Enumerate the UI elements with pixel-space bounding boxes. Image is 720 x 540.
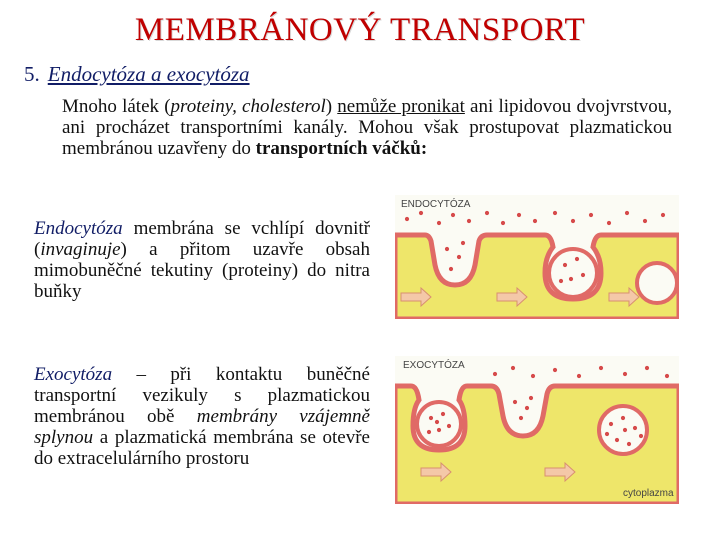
- exocytosis-figure: [395, 356, 679, 504]
- particle-dot: [451, 213, 455, 217]
- exo-opening: [507, 388, 539, 432]
- particle-dot: [501, 221, 505, 225]
- particle-dot: [437, 428, 441, 432]
- endocytosis-paragraph: [34, 218, 370, 302]
- particle-dot: [449, 267, 453, 271]
- particle-dot: [513, 400, 517, 404]
- particle-dot: [559, 279, 563, 283]
- particle-dot: [429, 416, 433, 420]
- particle-dot: [511, 366, 515, 370]
- particle-dot: [405, 217, 409, 221]
- intro-text-1: Mnoho látek (: [62, 96, 171, 117]
- endo-figure-label: ENDOCYTÓZA: [401, 199, 471, 210]
- particle-dot: [625, 211, 629, 215]
- particle-dot: [419, 211, 423, 215]
- endocytosis-text-2: invaginuje: [40, 239, 121, 260]
- exocytosis-text-3: a plazmatická membrána se otevře do extracelulárního prostoru: [34, 427, 370, 469]
- particle-dot: [599, 366, 603, 370]
- intro-text-2: proteiny, cholesterol: [170, 96, 326, 117]
- particle-dot: [589, 213, 593, 217]
- intro-text-3: ): [325, 96, 338, 117]
- endocytosis-figure: [395, 195, 679, 319]
- exo-figure-label: EXOCYTÓZA: [403, 360, 465, 371]
- particle-dot: [461, 241, 465, 245]
- particle-dot: [577, 374, 581, 378]
- exocytosis-text-2: membrány vzájemně splynou: [34, 406, 370, 448]
- particle-dot: [607, 221, 611, 225]
- exocytosis-term: Exocytóza: [34, 364, 113, 385]
- particle-dot: [441, 412, 445, 416]
- section-number: 5.: [24, 62, 40, 86]
- particle-dot: [623, 428, 627, 432]
- particle-dot: [435, 420, 439, 424]
- particle-dot: [525, 406, 529, 410]
- particle-dot: [623, 372, 627, 376]
- particle-dot: [493, 372, 497, 376]
- particle-dot: [643, 219, 647, 223]
- endo-pit-1: [439, 235, 471, 279]
- particle-dot: [533, 219, 537, 223]
- particle-dot: [621, 416, 625, 420]
- cytoplasm-label: cytoplazma: [623, 488, 674, 499]
- particle-dot: [427, 430, 431, 434]
- particle-dot: [529, 396, 533, 400]
- intro-text-4: nemůže pronikat: [337, 96, 465, 117]
- particle-dot: [639, 434, 643, 438]
- particle-dot: [485, 211, 489, 215]
- particle-dot: [445, 247, 449, 251]
- particle-dot: [661, 213, 665, 217]
- particle-dot: [467, 219, 471, 223]
- particle-dot: [609, 422, 613, 426]
- exo-vesicle-fusing: [417, 402, 461, 446]
- particle-dot: [519, 416, 523, 420]
- particle-dot: [615, 438, 619, 442]
- intro-text-6: transportních váčků:: [255, 138, 428, 159]
- page-title: MEMBRÁNOVÝ TRANSPORT: [134, 12, 586, 48]
- particle-dot: [517, 213, 521, 217]
- endocytosis-text-1: membrána se vchlípí dovnitř (: [34, 218, 370, 260]
- exocytosis-text-1: – při kontaktu buněčné transportní vezikuly s plazmatickou membránou obě: [34, 364, 370, 427]
- particle-dot: [581, 273, 585, 277]
- particle-dot: [553, 211, 557, 215]
- particle-dot: [571, 219, 575, 223]
- particle-dot: [627, 442, 631, 446]
- particle-dot: [437, 221, 441, 225]
- endo-vesicle-free: [637, 263, 677, 303]
- particle-dot: [645, 366, 649, 370]
- particle-dot: [447, 424, 451, 428]
- particle-dot: [605, 432, 609, 436]
- intro-paragraph: [62, 96, 672, 159]
- particle-dot: [553, 368, 557, 372]
- particle-dot: [563, 263, 567, 267]
- intro-text-5: ani lipidovou dvojvrstvou, ani procházet transportními kanály. Mohou však prostupovat plazmatickou membránou uzavřeny do: [62, 96, 672, 159]
- particle-dot: [531, 374, 535, 378]
- endo-vesicle-forming: [549, 249, 597, 297]
- particle-dot: [457, 255, 461, 259]
- particle-dot: [665, 374, 669, 378]
- exocytosis-paragraph: [34, 364, 370, 469]
- endocytosis-term: Endocytóza: [34, 218, 123, 239]
- particle-dot: [575, 257, 579, 261]
- section-label: Endocytóza a exocytóza: [47, 62, 250, 86]
- particle-dot: [633, 426, 637, 430]
- endocytosis-text-3: ) a přitom uzavře obsah mimobuněčné tekutiny (proteiny) do nitra buňky: [34, 239, 370, 302]
- particle-dot: [569, 277, 573, 281]
- section-heading: [24, 62, 250, 87]
